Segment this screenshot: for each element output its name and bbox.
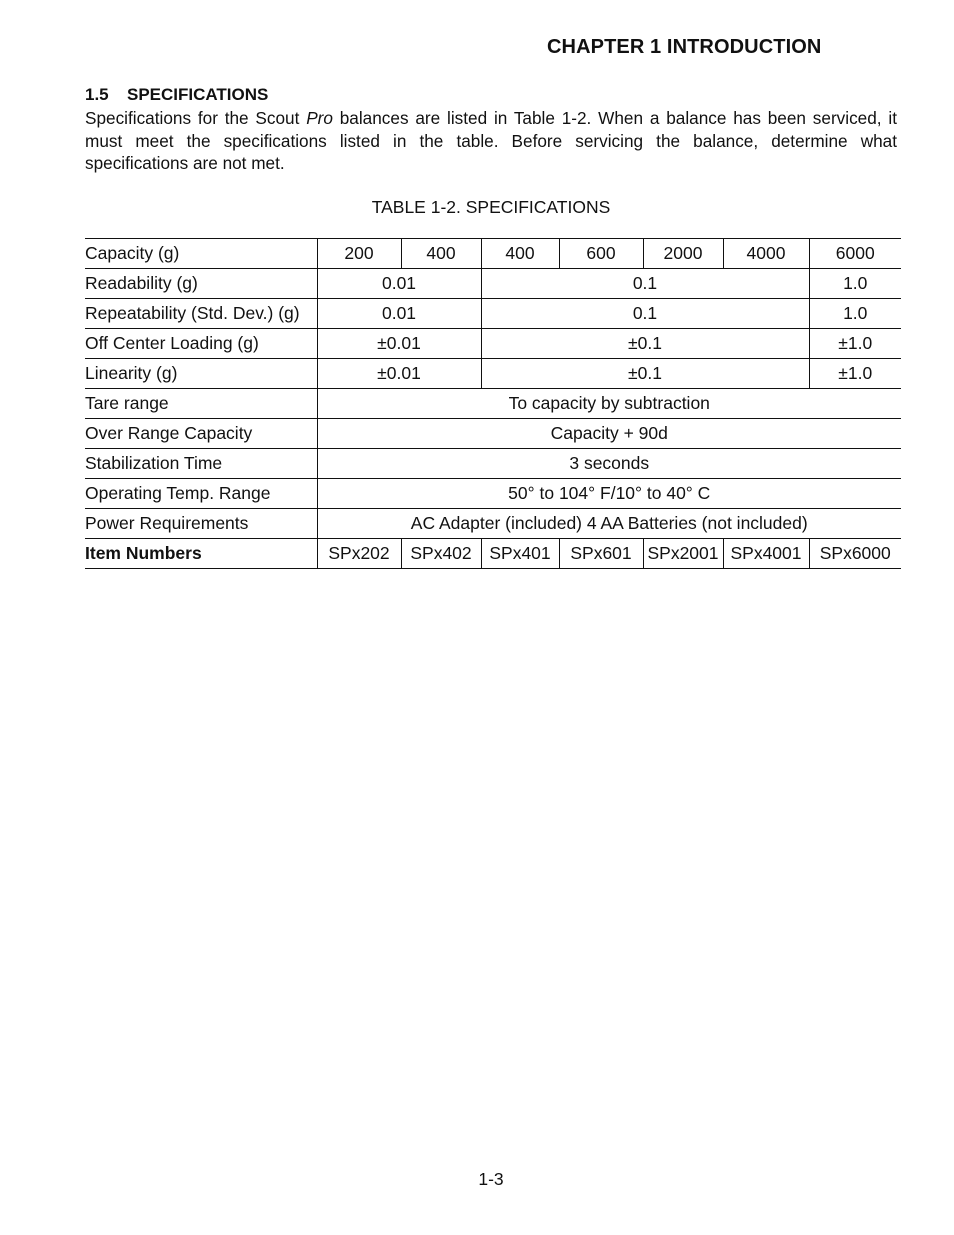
table-row-linearity <box>85 359 901 389</box>
section-title: SPECIFICATIONS <box>127 85 269 104</box>
row-label-capacity: Capacity (g) <box>85 239 317 269</box>
capacity-cell: 600 <box>559 239 643 269</box>
stabilization-cell: 3 seconds <box>317 449 901 479</box>
table-row-tare <box>85 389 901 419</box>
item-number-cell: SPx601 <box>559 539 643 569</box>
offcenter-cell: ±0.01 <box>317 329 481 359</box>
readability-cell: 0.1 <box>481 269 809 299</box>
paragraph-italic-pro: Pro <box>306 108 333 128</box>
item-number-cell: SPx6000 <box>809 539 901 569</box>
item-number-cell: SPx202 <box>317 539 401 569</box>
specifications-table <box>85 238 901 569</box>
linearity-cell: ±0.01 <box>317 359 481 389</box>
table-row-overrange <box>85 419 901 449</box>
capacity-cell: 4000 <box>723 239 809 269</box>
temperature-cell: 50° to 104° F/10° to 40° C <box>317 479 901 509</box>
readability-cell: 1.0 <box>809 269 901 299</box>
offcenter-cell: ±1.0 <box>809 329 901 359</box>
readability-cell: 0.01 <box>317 269 481 299</box>
offcenter-cell: ±0.1 <box>481 329 809 359</box>
table-row-offcenter <box>85 329 901 359</box>
repeatability-cell: 0.1 <box>481 299 809 329</box>
repeatability-cell: 1.0 <box>809 299 901 329</box>
item-number-cell: SPx4001 <box>723 539 809 569</box>
row-label-tare: Tare range <box>85 389 317 419</box>
tare-cell: To capacity by subtraction <box>317 389 901 419</box>
row-label-linearity: Linearity (g) <box>85 359 317 389</box>
repeatability-cell: 0.01 <box>317 299 481 329</box>
item-number-cell: SPx401 <box>481 539 559 569</box>
power-cell: AC Adapter (included) 4 AA Batteries (not included) <box>317 509 901 539</box>
section-number: 1.5 <box>85 85 109 104</box>
paragraph-text-rest: balances are listed in Table 1-2. When a balance has been serviced, it must meet the specifications listed in the table. Before servicing the balance, determine what specifications are not met. <box>85 108 897 173</box>
table-row-capacity <box>85 239 901 269</box>
page-number: 1-3 <box>478 1169 504 1189</box>
table-row-power <box>85 509 901 539</box>
capacity-cell: 2000 <box>643 239 723 269</box>
table-row-readability <box>85 269 901 299</box>
linearity-cell: ±1.0 <box>809 359 901 389</box>
row-label-overrange: Over Range Capacity <box>85 419 317 449</box>
section-heading <box>85 85 268 105</box>
table-row-stabilization <box>85 449 901 479</box>
capacity-cell: 6000 <box>809 239 901 269</box>
intro-paragraph <box>85 107 897 175</box>
overrange-cell: Capacity + 90d <box>317 419 901 449</box>
item-number-cell: SPx2001 <box>643 539 723 569</box>
row-label-readability: Readability (g) <box>85 269 317 299</box>
table-row-repeatability <box>85 299 901 329</box>
row-label-power: Power Requirements <box>85 509 317 539</box>
table-row-items <box>85 539 901 569</box>
table-caption: TABLE 1-2. SPECIFICATIONS <box>371 197 611 217</box>
paragraph-text-start: Specifications for the Scout <box>85 108 307 128</box>
item-number-cell: SPx402 <box>401 539 481 569</box>
table-row-temperature <box>85 479 901 509</box>
capacity-cell: 200 <box>317 239 401 269</box>
row-label-temperature: Operating Temp. Range <box>85 479 317 509</box>
capacity-cell: 400 <box>401 239 481 269</box>
capacity-cell: 400 <box>481 239 559 269</box>
linearity-cell: ±0.1 <box>481 359 809 389</box>
row-label-repeatability: Repeatability (Std. Dev.) (g) <box>85 299 317 329</box>
row-label-stabilization: Stabilization Time <box>85 449 317 479</box>
chapter-title: CHAPTER 1 INTRODUCTION <box>547 36 822 58</box>
row-label-offcenter: Off Center Loading (g) <box>85 329 317 359</box>
row-label-items: Item Numbers <box>85 539 317 569</box>
